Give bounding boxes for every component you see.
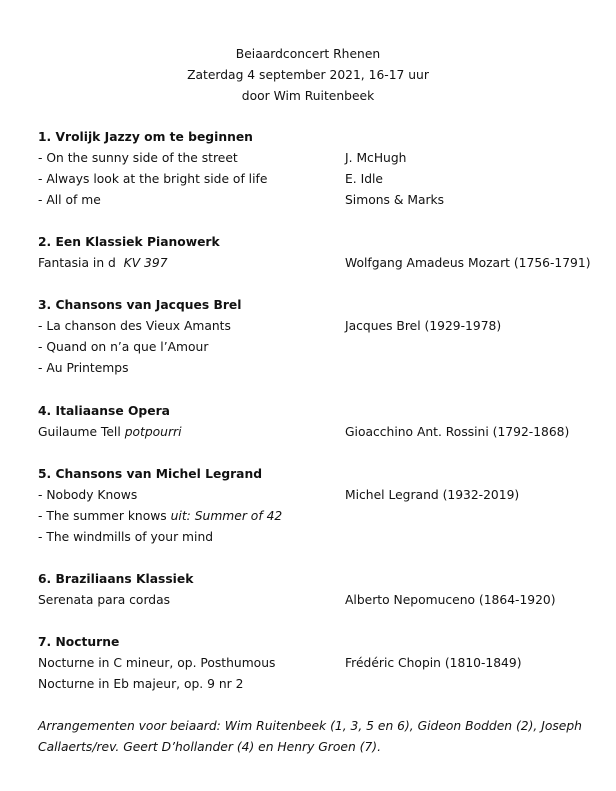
section-title: 7. Nocturne xyxy=(38,635,120,649)
piece-form: potpourri xyxy=(124,425,182,439)
section-4 xyxy=(38,401,598,443)
piece-title: - The windmills of your mind xyxy=(38,530,214,544)
program-item xyxy=(38,169,598,190)
concert-title: Beiaardconcert Rhenen xyxy=(235,47,381,61)
piece-title: - Au Printemps xyxy=(38,361,129,375)
composer: Jacques Brel (1929-1978) xyxy=(345,319,502,333)
piece-title: - Quand on n’a que l’Amour xyxy=(38,340,209,354)
piece-title: Nocturne in C mineur, op. Posthumous xyxy=(38,656,276,670)
composer: Gioacchino Ant. Rossini (1792-1868) xyxy=(345,425,570,439)
section-title: 2. Een Klassiek Pianowerk xyxy=(38,235,220,249)
program-item xyxy=(38,358,598,379)
program-header xyxy=(0,44,616,107)
program-item xyxy=(38,316,598,337)
section-6 xyxy=(38,569,598,611)
program-item xyxy=(38,527,598,548)
section-1 xyxy=(38,127,598,211)
composer: Simons & Marks xyxy=(345,193,445,207)
section-7 xyxy=(38,632,598,695)
section-2 xyxy=(38,232,598,274)
section-title: 5. Chansons van Michel Legrand xyxy=(38,467,263,481)
composer: Wolfgang Amadeus Mozart (1756-1791) xyxy=(345,256,591,270)
piece-title: - Always look at the bright side of life xyxy=(38,172,268,186)
section-title: 4. Italiaanse Opera xyxy=(38,404,170,418)
piece-name: - The summer knows xyxy=(38,509,167,523)
piece-title: Serenata para cordas xyxy=(38,593,171,607)
composer: Michel Legrand (1932-2019) xyxy=(345,488,520,502)
piece-title: - All of me xyxy=(38,193,101,207)
section-title: 3. Chansons van Jacques Brel xyxy=(38,298,242,312)
program-item xyxy=(38,653,598,674)
piece-catalog: KV 397 xyxy=(123,256,168,270)
program-item xyxy=(38,253,598,274)
section-3 xyxy=(38,295,598,379)
section-title: 6. Braziliaans Klassiek xyxy=(38,572,194,586)
piece-title: - Nobody Knows xyxy=(38,488,138,502)
program-item xyxy=(38,422,598,443)
piece-title xyxy=(38,506,282,527)
program-item xyxy=(38,148,598,169)
piece-name: Fantasia in d xyxy=(38,256,116,270)
composer: Frédéric Chopin (1810-1849) xyxy=(345,656,522,670)
piece-title: - On the sunny side of the street xyxy=(38,151,238,165)
arrangements-line-2: Callaerts/rev. Geert D’hollander (4) en Henry Groen (7). xyxy=(38,740,381,754)
program-item xyxy=(38,590,598,611)
program-item xyxy=(38,506,598,527)
program-item xyxy=(38,485,598,506)
piece-title: Nocturne in Eb majeur, op. 9 nr 2 xyxy=(38,677,244,691)
concert-performer: door Wim Ruitenbeek xyxy=(241,89,375,103)
composer: E. Idle xyxy=(345,172,384,186)
section-5 xyxy=(38,464,598,548)
piece-title: - La chanson des Vieux Amants xyxy=(38,319,231,333)
program-item xyxy=(38,674,598,695)
section-title: 1. Vrolijk Jazzy om te beginnen xyxy=(38,130,253,144)
piece-title xyxy=(38,422,182,443)
program-item xyxy=(38,337,598,358)
piece-name: Guilaume Tell xyxy=(38,425,121,439)
composer: J. McHugh xyxy=(345,151,407,165)
piece-source: uit: Summer of 42 xyxy=(170,509,283,523)
piece-title xyxy=(38,253,168,274)
program-item xyxy=(38,190,598,211)
arrangements-note xyxy=(38,716,598,758)
arrangements-line-1: Arrangementen voor beiaard: Wim Ruitenbeek (1, 3, 5 en 6), Gideon Bodden (2), Joseph xyxy=(38,719,582,733)
composer: Alberto Nepomuceno (1864-1920) xyxy=(345,593,556,607)
concert-date: Zaterdag 4 september 2021, 16-17 uur xyxy=(187,68,429,82)
